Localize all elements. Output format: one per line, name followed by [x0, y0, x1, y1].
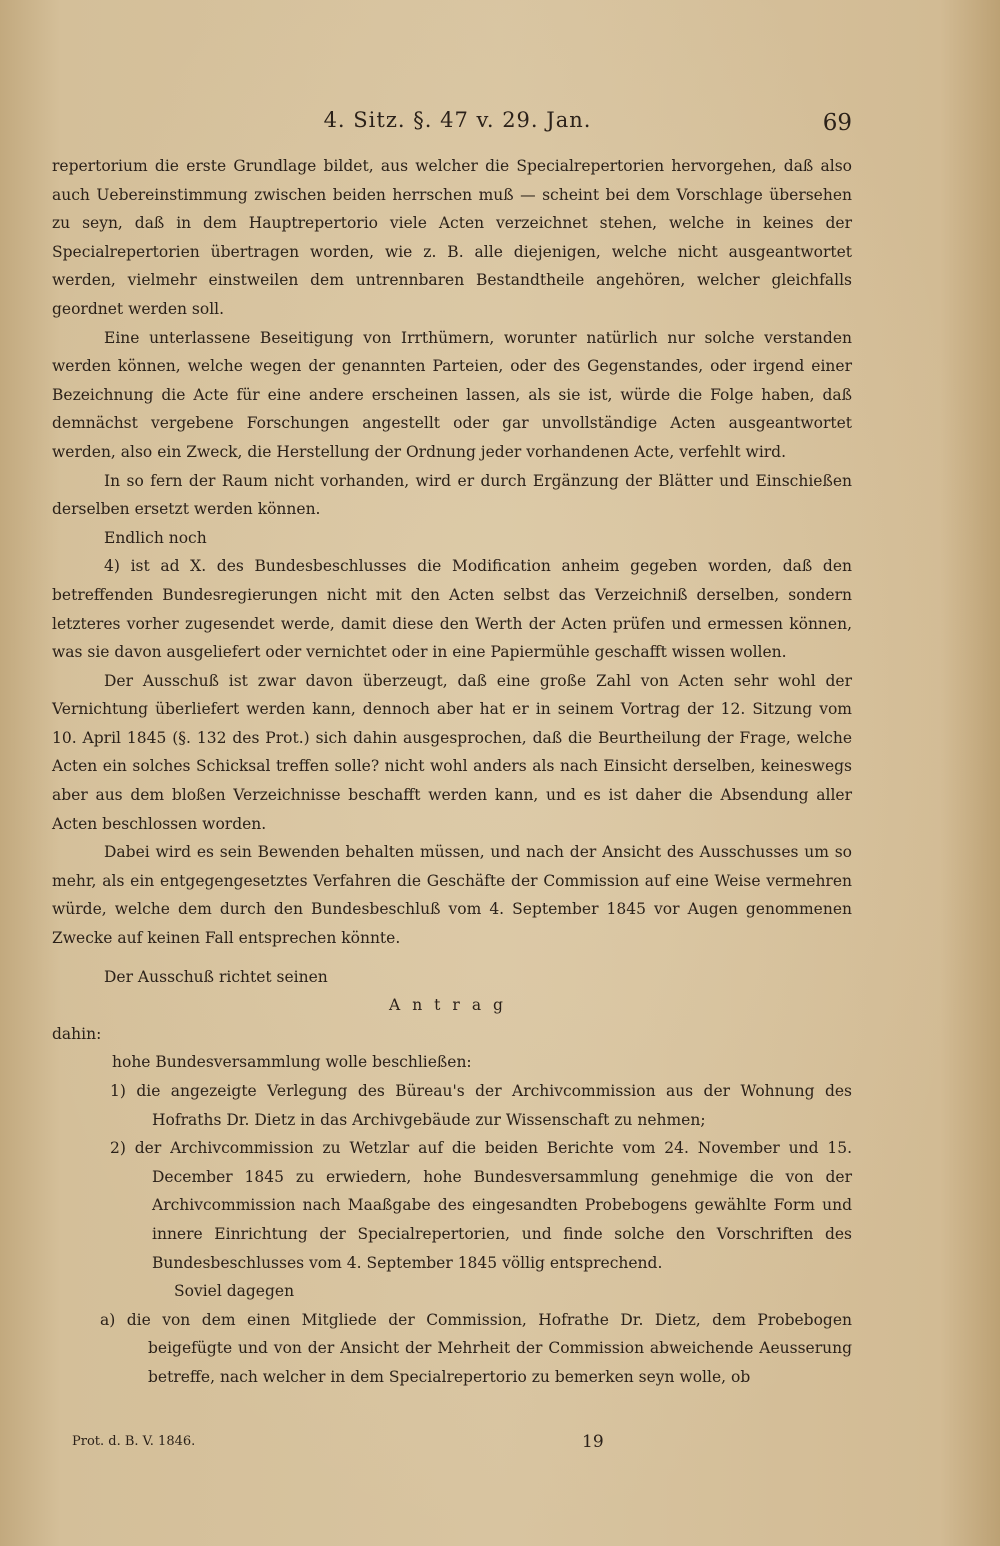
paragraph-antrag-intro: Der Ausschuß richtet seinen: [104, 967, 328, 986]
paragraph-dahin: dahin:: [52, 1024, 102, 1043]
paragraph-point-4: 4) ist ad X. des Bundesbeschlusses die Modification anheim gegeben worden, daß den betreffenden Bundesregierungen nicht mit den Acten selbst das Verzeichniß derselben, sondern letzteres vorher zugesendet werde, damit diese den Werth der Acten prüfen und ermessen können, was sie davon ausgeliefert oder vernichtet oder in eine Papiermühle geschafft wissen wollen.: [52, 557, 852, 662]
paragraph-soviel: Soviel dagegen: [174, 1282, 295, 1301]
paragraph-endlich: Endlich noch: [104, 528, 207, 547]
list-item-a: a) die von dem einen Mitgliede der Commission, Hofrathe Dr. Dietz, dem Probebogen beigefügte und von der Ansicht der Mehrheit der Commission abweichende Aeusserung betreffe, nach welcher in dem Specialrepertorio zu bemerken seyn wolle, ob: [100, 1310, 852, 1386]
paragraph-continued: repertorium die erste Grundlage bildet, aus welcher die Specialrepertorien hervorgehen, daß also auch Uebereinstimmung zwischen beiden herrschen muß — scheint bei dem Vorschlage übersehen zu seyn, daß in dem Hauptrepertorio viele Acten verzeichnet stehen, welche in keines der Specialrepertorien übertragen worden, wie z. B. alle diejenigen, welche nicht ausgeantwortet werden, vielmehr einstweilen dem untrennbaren Bestandtheile angehören, welcher gleichfalls geordnet werden soll.: [52, 157, 852, 318]
paragraph-ausschuss-ueberzeugt: Der Ausschuß ist zwar davon überzeugt, daß eine große Zahl von Acten sehr wohl der Vernichtung überliefert werden kann, dennoch aber hat er in seinem Vortrag der 12. Sitzung vom 10. April 1845 (§. 132 des Prot.) sich dahin ausgesprochen, daß die Beurtheilung der Frage, welche Acten ein solches Schicksal treffen solle? nicht wohl anders als nach Einsicht derselben, keineswegs aber aus dem bloßen Verzeichnisse beschafft werden kann, und es ist daher die Absendung aller Acten beschlossen worden.: [52, 671, 852, 833]
paragraph-raum: In so fern der Raum nicht vorhanden, wird er durch Ergänzung der Blätter und Einschießen derselben ersetzt werden können.: [52, 471, 852, 519]
page-number: 69: [822, 110, 852, 136]
paragraph-bewenden: Dabei wird es sein Bewenden behalten müssen, und nach der Ansicht des Ausschusses um so mehr, als ein entgegengesetztes Verfahren die Geschäfte der Commission auf eine Weise vermehren würde, welche dem durch den Bundesbeschluß vom 4. September 1845 vor Augen genommenen Zwecke auf keinen Fall entsprechen könnte.: [52, 843, 852, 948]
list-item-1: 1) die angezeigte Verlegung des Büreau's der Archivcommission aus der Wohnung des Hofraths Dr. Dietz in das Archivgebäude zur Wissenschaft zu nehmen;: [110, 1082, 852, 1129]
page-body: [52, 152, 852, 1392]
running-title: 4. Sitz. §. 47 v. 29. Jan.: [323, 108, 592, 132]
antrag-heading: Antrag: [389, 996, 515, 1015]
footer-protocol-ref: Prot. d. B. V. 1846.: [72, 1434, 196, 1449]
paragraph-irrthuemer: Eine unterlassene Beseitigung von Irrthümern, worunter natürlich nur solche verstanden werden können, welche wegen der genannten Parteien, oder des Gegenstandes, oder irgend einer Bezeichnung die Acte für eine andere erscheinen lassen, als sie ist, würde die Folge haben, daß demnächst vergebene Forschungen angestellt oder gar unvollständige Acten ausgeantwortet werden, also ein Zweck, die Herstellung der Ordnung jeder vorhandenen Acte, verfehlt wird.: [52, 328, 852, 461]
paragraph-beschliessen: hohe Bundesversammlung wolle beschließen:: [112, 1053, 472, 1072]
footer-signature: 19: [582, 1432, 604, 1452]
list-item-2: 2) der Archivcommission zu Wetzlar auf die beiden Berichte vom 24. November und 15. December 1845 zu erwiedern, hohe Bundesversammlung genehmige die von der Archivcommission nach Maaßgabe des eingesandten Probebogens gewählte Form und innere Einrichtung der Specialrepertorien, und finde solche den Vorschriften des Bundesbeschlusses vom 4. September 1845 völlig entsprechend.: [110, 1139, 852, 1272]
